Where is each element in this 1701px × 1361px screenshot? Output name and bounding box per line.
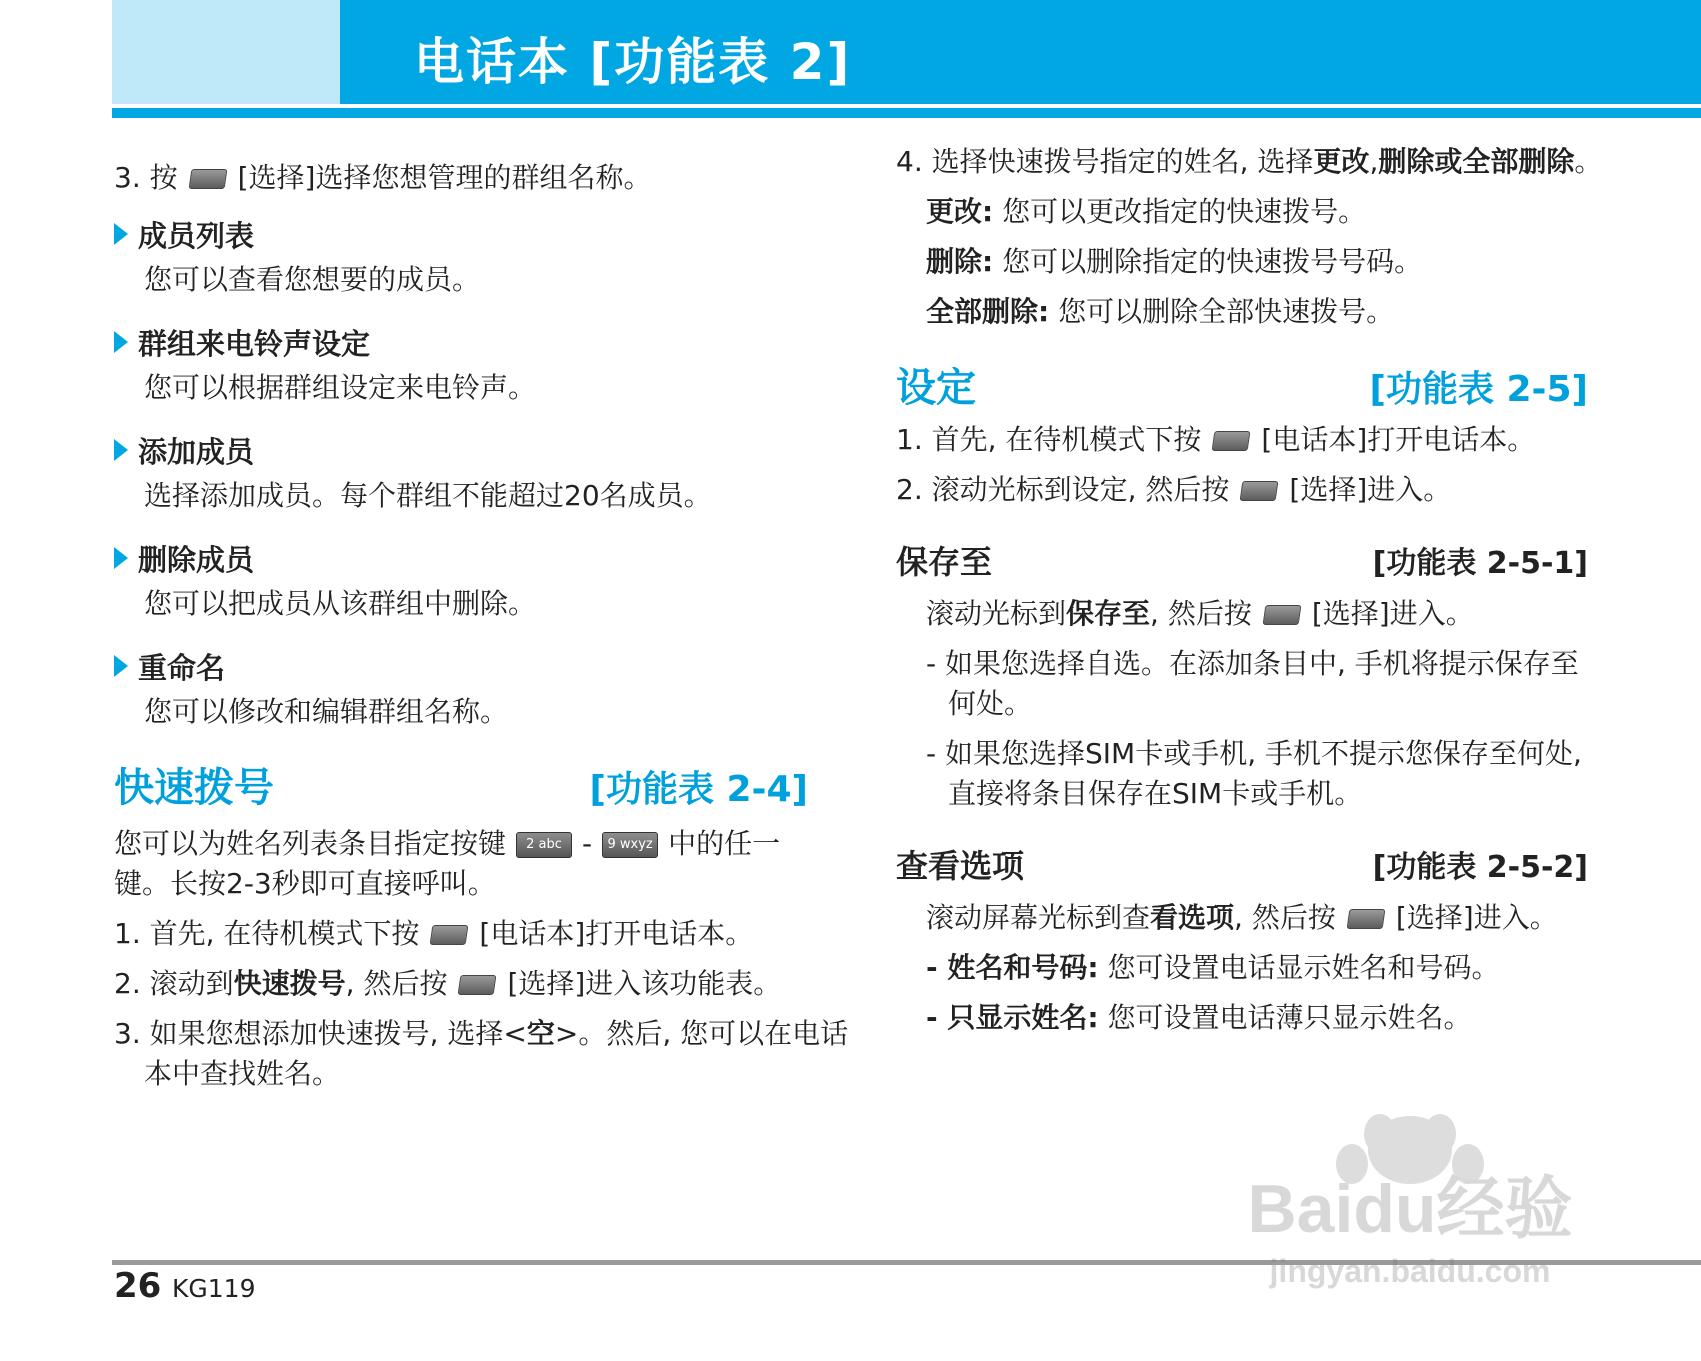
select-key-icon bbox=[1346, 909, 1385, 929]
group-item: 重命名 您可以修改和编辑群组名称。 bbox=[114, 648, 814, 732]
edit-option: 更改: 您可以更改指定的快速拨号。 bbox=[926, 195, 1367, 228]
speed-dial-heading bbox=[114, 765, 808, 811]
subsection-menu-number: [功能表 2-5-1] bbox=[1372, 546, 1588, 581]
save-to-heading bbox=[896, 542, 1588, 584]
baidu-watermark bbox=[1210, 1110, 1610, 1300]
speed-dial-intro-cont: 键。长按2-3秒即可直接呼叫。 bbox=[114, 867, 496, 900]
header-rule bbox=[112, 108, 1701, 118]
triangle-bullet-icon bbox=[114, 223, 128, 245]
save-to-bullet-cont: 何处。 bbox=[948, 687, 1033, 720]
select-key-icon bbox=[1240, 481, 1279, 501]
watermark-brand: Baidu经验 bbox=[1247, 1171, 1573, 1247]
save-to-bullet: - 如果您选择自选。在添加条目中, 手机将提示保存至 bbox=[926, 647, 1579, 680]
key-9-icon: 9 wxyz bbox=[602, 832, 658, 858]
group-step-3: 3. 按 [选择]选择您想管理的群组名称。 bbox=[114, 161, 652, 194]
view-options-line: 滚动屏幕光标到查看选项, 然后按 [选择]进入。 bbox=[926, 901, 1558, 934]
speed-dial-step-2: 2. 滚动到快速拨号, 然后按 [选择]进入该功能表。 bbox=[114, 967, 782, 1000]
view-options-heading bbox=[896, 846, 1588, 888]
left-column bbox=[114, 158, 849, 1094]
right-column bbox=[896, 142, 1603, 1038]
speed-dial-step-4: 4. 选择快速拨号指定的姓名, 选择更改,删除或全部删除。 bbox=[896, 145, 1603, 178]
save-to-bullet: - 如果您选择SIM卡或手机, 手机不提示您保存至何处, bbox=[926, 737, 1582, 770]
select-key-icon bbox=[458, 975, 497, 995]
phonebook-key-icon bbox=[1212, 431, 1251, 451]
speed-dial-step-3-cont: 本中查找姓名。 bbox=[144, 1057, 341, 1090]
name-and-number-option: - 姓名和号码: 您可设置电话显示姓名和号码。 bbox=[926, 951, 1500, 984]
group-item: 删除成员 您可以把成员从该群组中删除。 bbox=[114, 540, 814, 624]
watermark-url: jingyan.baidu.com bbox=[1269, 1253, 1551, 1289]
save-to-bullet-cont: 直接将条目保存在SIM卡或手机。 bbox=[948, 777, 1363, 810]
select-key-icon bbox=[188, 169, 227, 189]
delete-option: 删除: 您可以删除指定的快速拨号号码。 bbox=[926, 245, 1423, 278]
item-description: 您可以查看您想要的成员。 bbox=[144, 263, 481, 296]
page-number: 26 bbox=[114, 1266, 162, 1306]
group-item: 添加成员 选择添加成员。每个群组不能超过20名成员。 bbox=[114, 432, 814, 516]
speed-dial-step-1: 1. 首先, 在待机模式下按 [电话本]打开电话本。 bbox=[114, 917, 754, 950]
name-only-option: - 只显示姓名: 您可设置电话薄只显示姓名。 bbox=[926, 1001, 1472, 1034]
delete-all-option: 全部删除: 您可以删除全部快速拨号。 bbox=[926, 295, 1395, 328]
triangle-bullet-icon bbox=[114, 331, 128, 353]
page-title: 电话本 [功能表 2] bbox=[414, 33, 852, 91]
triangle-bullet-icon bbox=[114, 439, 128, 461]
subsection-title: 查看选项 bbox=[896, 847, 1025, 885]
phonebook-key-icon bbox=[430, 925, 469, 945]
item-description: 您可以根据群组设定来电铃声。 bbox=[144, 371, 537, 404]
section-title: 快速拨号 bbox=[114, 765, 274, 811]
save-to-line: 滚动光标到保存至, 然后按 [选择]进入。 bbox=[926, 597, 1474, 630]
triangle-bullet-icon bbox=[114, 655, 128, 677]
triangle-bullet-icon bbox=[114, 547, 128, 569]
item-description: 您可以把成员从该群组中删除。 bbox=[144, 587, 537, 620]
subsection-menu-number: [功能表 2-5-2] bbox=[1372, 850, 1588, 885]
model-name: KG119 bbox=[172, 1274, 256, 1303]
section-menu-number: [功能表 2-5] bbox=[1369, 369, 1588, 410]
item-description: 您可以修改和编辑群组名称。 bbox=[144, 695, 509, 728]
group-item: 成员列表 您可以查看您想要的成员。 bbox=[114, 216, 814, 300]
settings-heading bbox=[896, 365, 1588, 411]
settings-step-2: 2. 滚动光标到设定, 然后按 [选择]进入。 bbox=[896, 473, 1452, 506]
section-title: 设定 bbox=[896, 365, 976, 411]
settings-step-1: 1. 首先, 在待机模式下按 [电话本]打开电话本。 bbox=[896, 423, 1536, 456]
subsection-title: 保存至 bbox=[896, 543, 993, 581]
group-item: 群组来电铃声设定 您可以根据群组设定来电铃声。 bbox=[114, 324, 814, 408]
section-menu-number: [功能表 2-4] bbox=[589, 769, 808, 810]
item-description: 选择添加成员。每个群组不能超过20名成员。 bbox=[144, 479, 712, 512]
select-key-icon bbox=[1262, 605, 1301, 625]
key-2-icon: 2 abc bbox=[516, 832, 572, 858]
speed-dial-step-3: 3. 如果您想添加快速拨号, 选择<空>。然后, 您可以在电话 bbox=[114, 1017, 849, 1050]
speed-dial-intro: 您可以为姓名列表条目指定按键 2 abc - 9 wxyz 中的任一 bbox=[114, 827, 781, 860]
header-light-band bbox=[112, 0, 340, 104]
